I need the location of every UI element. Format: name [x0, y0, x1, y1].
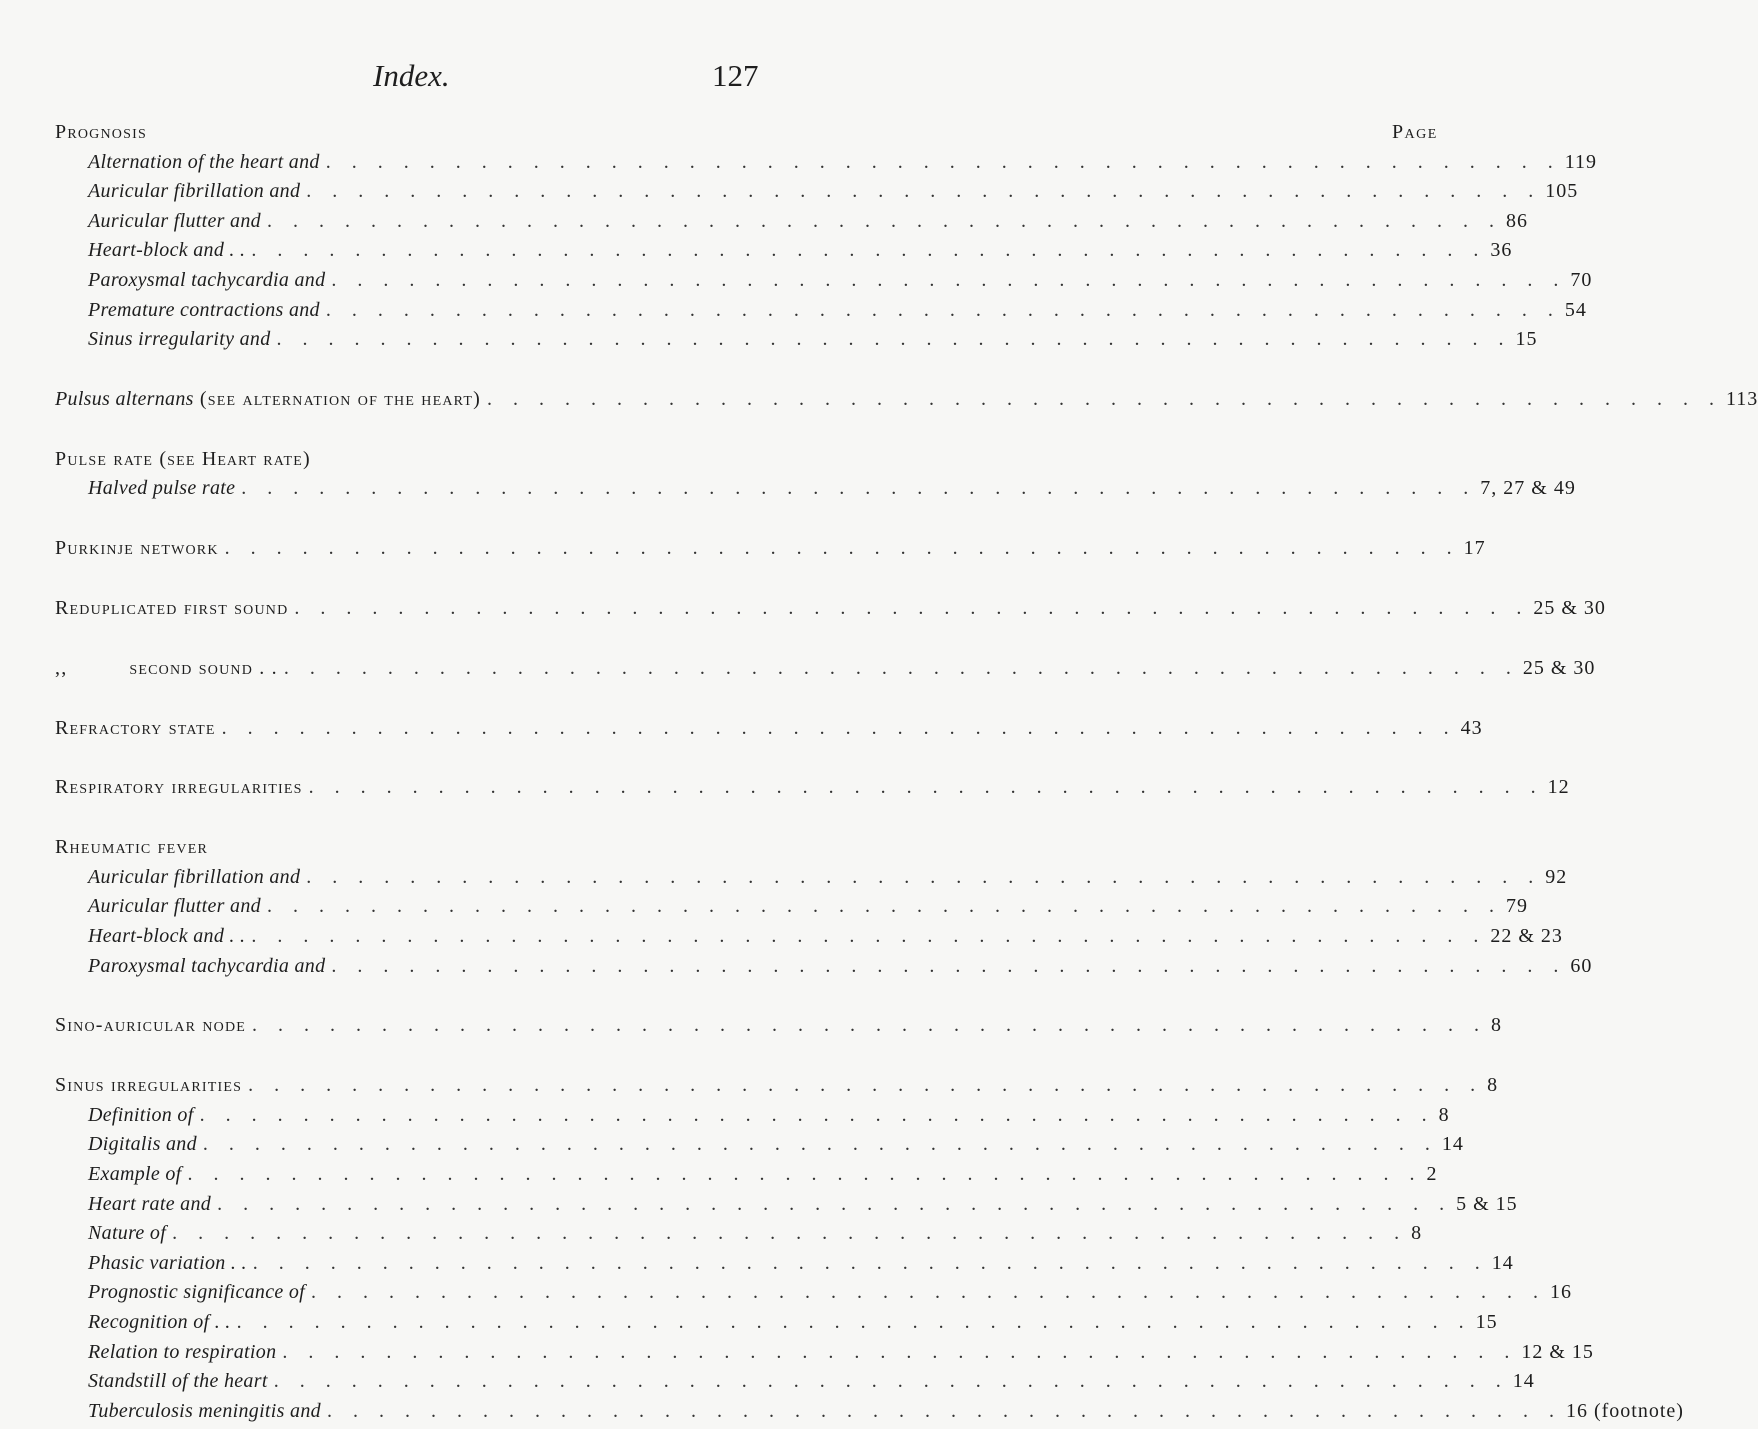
entry-label: Recognition of . . — [88, 1310, 231, 1333]
leader-dots: . . . . . . . . . . . . . . . . . . . . . . . . . . . . . . . . . . . . . . . . . . . . . . . . — [266, 895, 1502, 918]
entry-page: 8 — [1438, 1103, 1450, 1126]
index-subentry — [0, 924, 1563, 954]
index-subentry — [0, 269, 1593, 298]
entry-page: 119 — [1564, 150, 1597, 173]
entry-label: Prognostic significance of — [88, 1281, 306, 1304]
entry-page: 79 — [1505, 895, 1528, 918]
entry-label: Purkinje network — [55, 537, 219, 560]
entry-page: 17 — [1463, 537, 1486, 560]
entry-page: 2 — [1426, 1162, 1438, 1185]
entry-page: 22 & 23 — [1490, 924, 1563, 947]
index-subentry — [0, 150, 1597, 180]
index-heading — [0, 596, 1606, 626]
leader-dots: . . . . . . . . . . . . . . . . . . . . . . . . . . . . . . . . . . . . . . . . . . . . . . . . — [224, 537, 1460, 560]
leader-dots: . . . . . . . . . . . . . . . . . . . . . . . . . . . . . . . . . . . . . . . . . . . . . . . . — [252, 1014, 1488, 1037]
entry-page: 86 — [1505, 209, 1528, 232]
entry-page: 5 & 15 — [1456, 1192, 1518, 1215]
leader-dots: . . . . . . . . . . . . . . . . . . . . . . . . . . . . . . . . . . . . . . . . . . . . . . . . — [241, 477, 1477, 500]
index-heading — [0, 716, 1483, 746]
entry-page: 54 — [1564, 298, 1587, 321]
leader-dots: . . . . . . . . . . . . . . . . . . . . . . . . . . . . . . . . . . . . . . . . . . . . . . . . — [311, 1281, 1547, 1304]
entry-page: 7, 27 & 49 — [1480, 477, 1576, 500]
index-subentry — [0, 954, 1593, 984]
entry-label: Sinus irregularity and — [88, 328, 271, 351]
entry-label: Refractory state — [55, 716, 216, 739]
index-subentry — [0, 1310, 1498, 1340]
index-subentry — [0, 1222, 1423, 1251]
leader-dots: . . . . . . . . . . . . . . . . . . . . . . . . . . . . . . . . . . . . . . . . . . . . . . . . — [172, 1222, 1408, 1245]
entry-page: 16 (footnote) — [1565, 1399, 1684, 1422]
entry-label: Halved pulse rate — [88, 477, 236, 500]
leader-dots: . . . . . . . . . . . . . . . . . . . . . . . . . . . . . . . . . . . . . . . . . . . . . . . . — [236, 1310, 1472, 1333]
entry-page: 15 — [1515, 328, 1538, 351]
entry-label-part: Pulse rate (see — [55, 447, 202, 470]
leader-dots: . . . . . . . . . . . . . . . . . . . . . . . . . . . . . . . . . . . . . . . . . . . . . . . . — [248, 1074, 1484, 1097]
entry-page: 25 & 30 — [1522, 656, 1596, 679]
leader-dots: . . . . . . . . . . . . . . . . . . . . . . . . . . . . . . . . . . . . . . . . . . . . . . . . — [252, 1251, 1488, 1274]
index-heading — [0, 448, 801, 477]
leader-dots: . . . . . . . . . . . . . . . . . . . . . . . . . . . . . . . . . . . . . . . . . . . . . . . . — [276, 328, 1512, 351]
index-title: Index. — [373, 58, 450, 93]
entry-label: Prognosis — [55, 121, 147, 143]
leader-dots: . . . . . . . . . . . . . . . . . . . . . . . . . . . . . . . . . . . . . . . . . . . . . . . . — [273, 1370, 1509, 1393]
entry-page: 8 — [1491, 1014, 1503, 1037]
entry-label: Auricular flutter and — [88, 895, 261, 918]
entry-label-part: Pulsus alternans — [55, 387, 194, 410]
leader-dots: . . . . . . . . . . . . . . . . . . . . . . . . . . . . . . . . . . . . . . . . . . . . . . . . — [306, 180, 1542, 203]
leader-dots: . . . . . . . . . . . . . . . . . . . . . . . . . . . . . . . . . . . . . . . . . . . . . . . . — [294, 596, 1530, 619]
entry-page: 36 — [1490, 239, 1513, 262]
index-subentry — [0, 1281, 1573, 1310]
entry-label: Relation to respiration — [88, 1340, 277, 1363]
index-subentry — [0, 477, 1576, 506]
leader-dots: . . . . . . . . . . . . . . . . . . . . . . . . . . . . . . . . . . . . . . . . . . . . . . . . — [251, 239, 1487, 262]
entry-page: 70 — [1570, 269, 1593, 291]
index-subentry — [0, 1162, 1438, 1192]
page-header — [0, 58, 801, 102]
index-heading — [0, 1014, 1503, 1043]
entry-label-part: Heart — [201, 447, 258, 470]
index-subentry — [0, 298, 1587, 328]
leader-dots: . . . . . . . . . . . . . . . . . . . . . . . . . . . . . . . . . . . . . . . . . . . . . . . . — [306, 865, 1542, 888]
entry-page: 92 — [1545, 865, 1568, 888]
entry-label: Sino-auricular node — [55, 1014, 247, 1037]
leader-dots: . . . . . . . . . . . . . . . . . . . . . . . . . . . . . . . . . . . . . . . . . . . . . . . . — [325, 298, 1561, 321]
entry-label: Heart-block and . . — [88, 239, 246, 262]
leader-dots: . . . . . . . . . . . . . . . . . . . . . . . . . . . . . . . . . . . . . . . . . . . . . . . . — [325, 150, 1561, 173]
index-heading — [0, 836, 801, 865]
leader-dots: . . . . . . . . . . . . . . . . . . . . . . . . . . . . . . . . . . . . . . . . . . . . . . . . — [251, 924, 1487, 947]
entry-label: Respiratory irregularities — [55, 776, 303, 799]
leader-dots: . . . . . . . . . . . . . . . . . . . . . . . . . . . . . . . . . . . . . . . . . . . . . . . . — [331, 269, 1567, 291]
index-heading — [0, 121, 1438, 150]
entry-page: 105 — [1545, 180, 1579, 203]
leader-dots: . . . . . . . . . . . . . . . . . . . . . . . . . . . . . . . . . . . . . . . . . . . . . . . . — [217, 1192, 1453, 1215]
entry-label: Premature contractions and — [88, 298, 320, 321]
entry-page: 113 — [1725, 387, 1758, 410]
index-subentry — [0, 895, 1528, 924]
entry-label — [0, 388, 487, 411]
entry-label: Auricular flutter and — [88, 209, 261, 232]
leader-dots: . . . . . . . . . . . . . . . . . . . . . . . . . . . . . . . . . . . . . . . . . . . . . . . . — [202, 1133, 1438, 1156]
index-heading — [0, 656, 1596, 686]
index-subentry — [0, 209, 1528, 239]
entry-label: Paroxysmal tachycardia and — [88, 954, 326, 977]
index-subentry — [0, 1251, 1514, 1281]
entry-label: Heart rate and — [88, 1192, 212, 1215]
entry-page: 8 — [1411, 1222, 1423, 1245]
entry-label: Auricular fibrillation and — [88, 180, 301, 203]
entry-page: 12 & 15 — [1521, 1340, 1594, 1363]
leader-dots: . . . . . . . . . . . . . . . . . . . . . . . . . . . . . . . . . . . . . . . . . . . . . . . . — [266, 209, 1502, 232]
entry-label: Auricular fibrillation and — [88, 865, 301, 888]
leader-dots: . . . . . . . . . . . . . . . . . . . . . . . . . . . . . . . . . . . . . . . . . . . . . . . . — [308, 776, 1544, 799]
page-number: 127 — [712, 58, 759, 93]
entry-label: Definition of — [88, 1103, 194, 1126]
entry-label: ,, second sound . . — [55, 656, 278, 679]
leader-dots: . . . . . . . . . . . . . . . . . . . . . . . . . . . . . . . . . . . . . . . . . . . . . . . . — [331, 954, 1567, 977]
leader-dots: . . . . . . . . . . . . . . . . . . . . . . . . . . . . . . . . . . . . . . . . . . . . . . . . — [282, 1340, 1518, 1363]
index-subentry — [0, 180, 1579, 209]
entry-page: 12 — [1547, 776, 1570, 799]
leader-dots: . . . . . . . . . . . . . . . . . . . . . . . . . . . . . . . . . . . . . . . . . . . . . . . . — [221, 716, 1457, 739]
index-subentry — [0, 1192, 1518, 1222]
entry-label — [0, 448, 317, 471]
index-subentry — [0, 1133, 1464, 1162]
entry-label: Paroxysmal tachycardia and — [88, 269, 326, 291]
leader-dots: . . . . . . . . . . . . . . . . . . . . . . . . . . . . . . . . . . . . . . . . . . . . . . . . — [326, 1399, 1562, 1422]
index-subentry — [0, 239, 1513, 268]
index-subentry — [0, 1103, 1450, 1133]
index-subentry — [0, 1340, 1594, 1370]
entry-label: Alternation of the heart and — [88, 150, 320, 173]
index-heading — [0, 776, 1570, 805]
entry-page: 25 & 30 — [1533, 596, 1606, 619]
entry-label-part: rate) — [257, 447, 311, 470]
leader-dots: . . . . . . . . . . . . . . . . . . . . . . . . . . . . . . . . . . . . . . . . . . . . . . . . — [283, 656, 1519, 679]
entry-label: Phasic variation . . — [88, 1251, 247, 1274]
entry-label: Sinus irregularities — [55, 1074, 243, 1097]
entry-label: Tuberculosis meningitis and — [88, 1399, 321, 1422]
entry-label: Reduplicated first sound — [55, 596, 289, 619]
entry-page: 14 — [1441, 1133, 1464, 1156]
entry-label: Standstill of the heart — [88, 1370, 268, 1393]
index-subentry — [0, 865, 1568, 895]
leader-dots: . . . . . . . . . . . . . . . . . . . . . . . . . . . . . . . . . . . . . . . . . . . . . . . . — [486, 387, 1722, 410]
entry-page: 16 — [1550, 1281, 1573, 1304]
entry-label: Digitalis and — [88, 1133, 197, 1156]
entry-page: 60 — [1570, 954, 1593, 977]
entry-label: Nature of — [88, 1222, 167, 1245]
entry-page: 14 — [1512, 1370, 1535, 1393]
leader-dots: . . . . . . . . . . . . . . . . . . . . . . . . . . . . . . . . . . . . . . . . . . . . . . . . — [199, 1103, 1435, 1126]
entry-page: 15 — [1475, 1310, 1498, 1333]
entry-page: 14 — [1491, 1251, 1514, 1274]
entry-label-part: (see alternation of the heart) — [193, 387, 481, 410]
index-subentry — [0, 1370, 1535, 1399]
entry-label: Example of — [88, 1162, 182, 1185]
entry-label: Heart-block and . . — [88, 924, 246, 947]
index-subentry — [0, 328, 1538, 357]
entry-page: 43 — [1460, 716, 1483, 739]
leader-dots: . . . . . . . . . . . . . . . . . . . . . . . . . . . . . . . . . . . . . . . . . . . . . . . . — [187, 1162, 1423, 1185]
index-heading — [0, 1074, 1499, 1103]
index-heading — [0, 537, 1486, 566]
index-heading — [0, 387, 1758, 417]
entry-label: Rheumatic fever — [55, 836, 209, 859]
page-column-heading: Page — [1391, 121, 1438, 143]
entry-page: 8 — [1487, 1074, 1499, 1097]
index-subentry — [0, 1399, 1684, 1429]
